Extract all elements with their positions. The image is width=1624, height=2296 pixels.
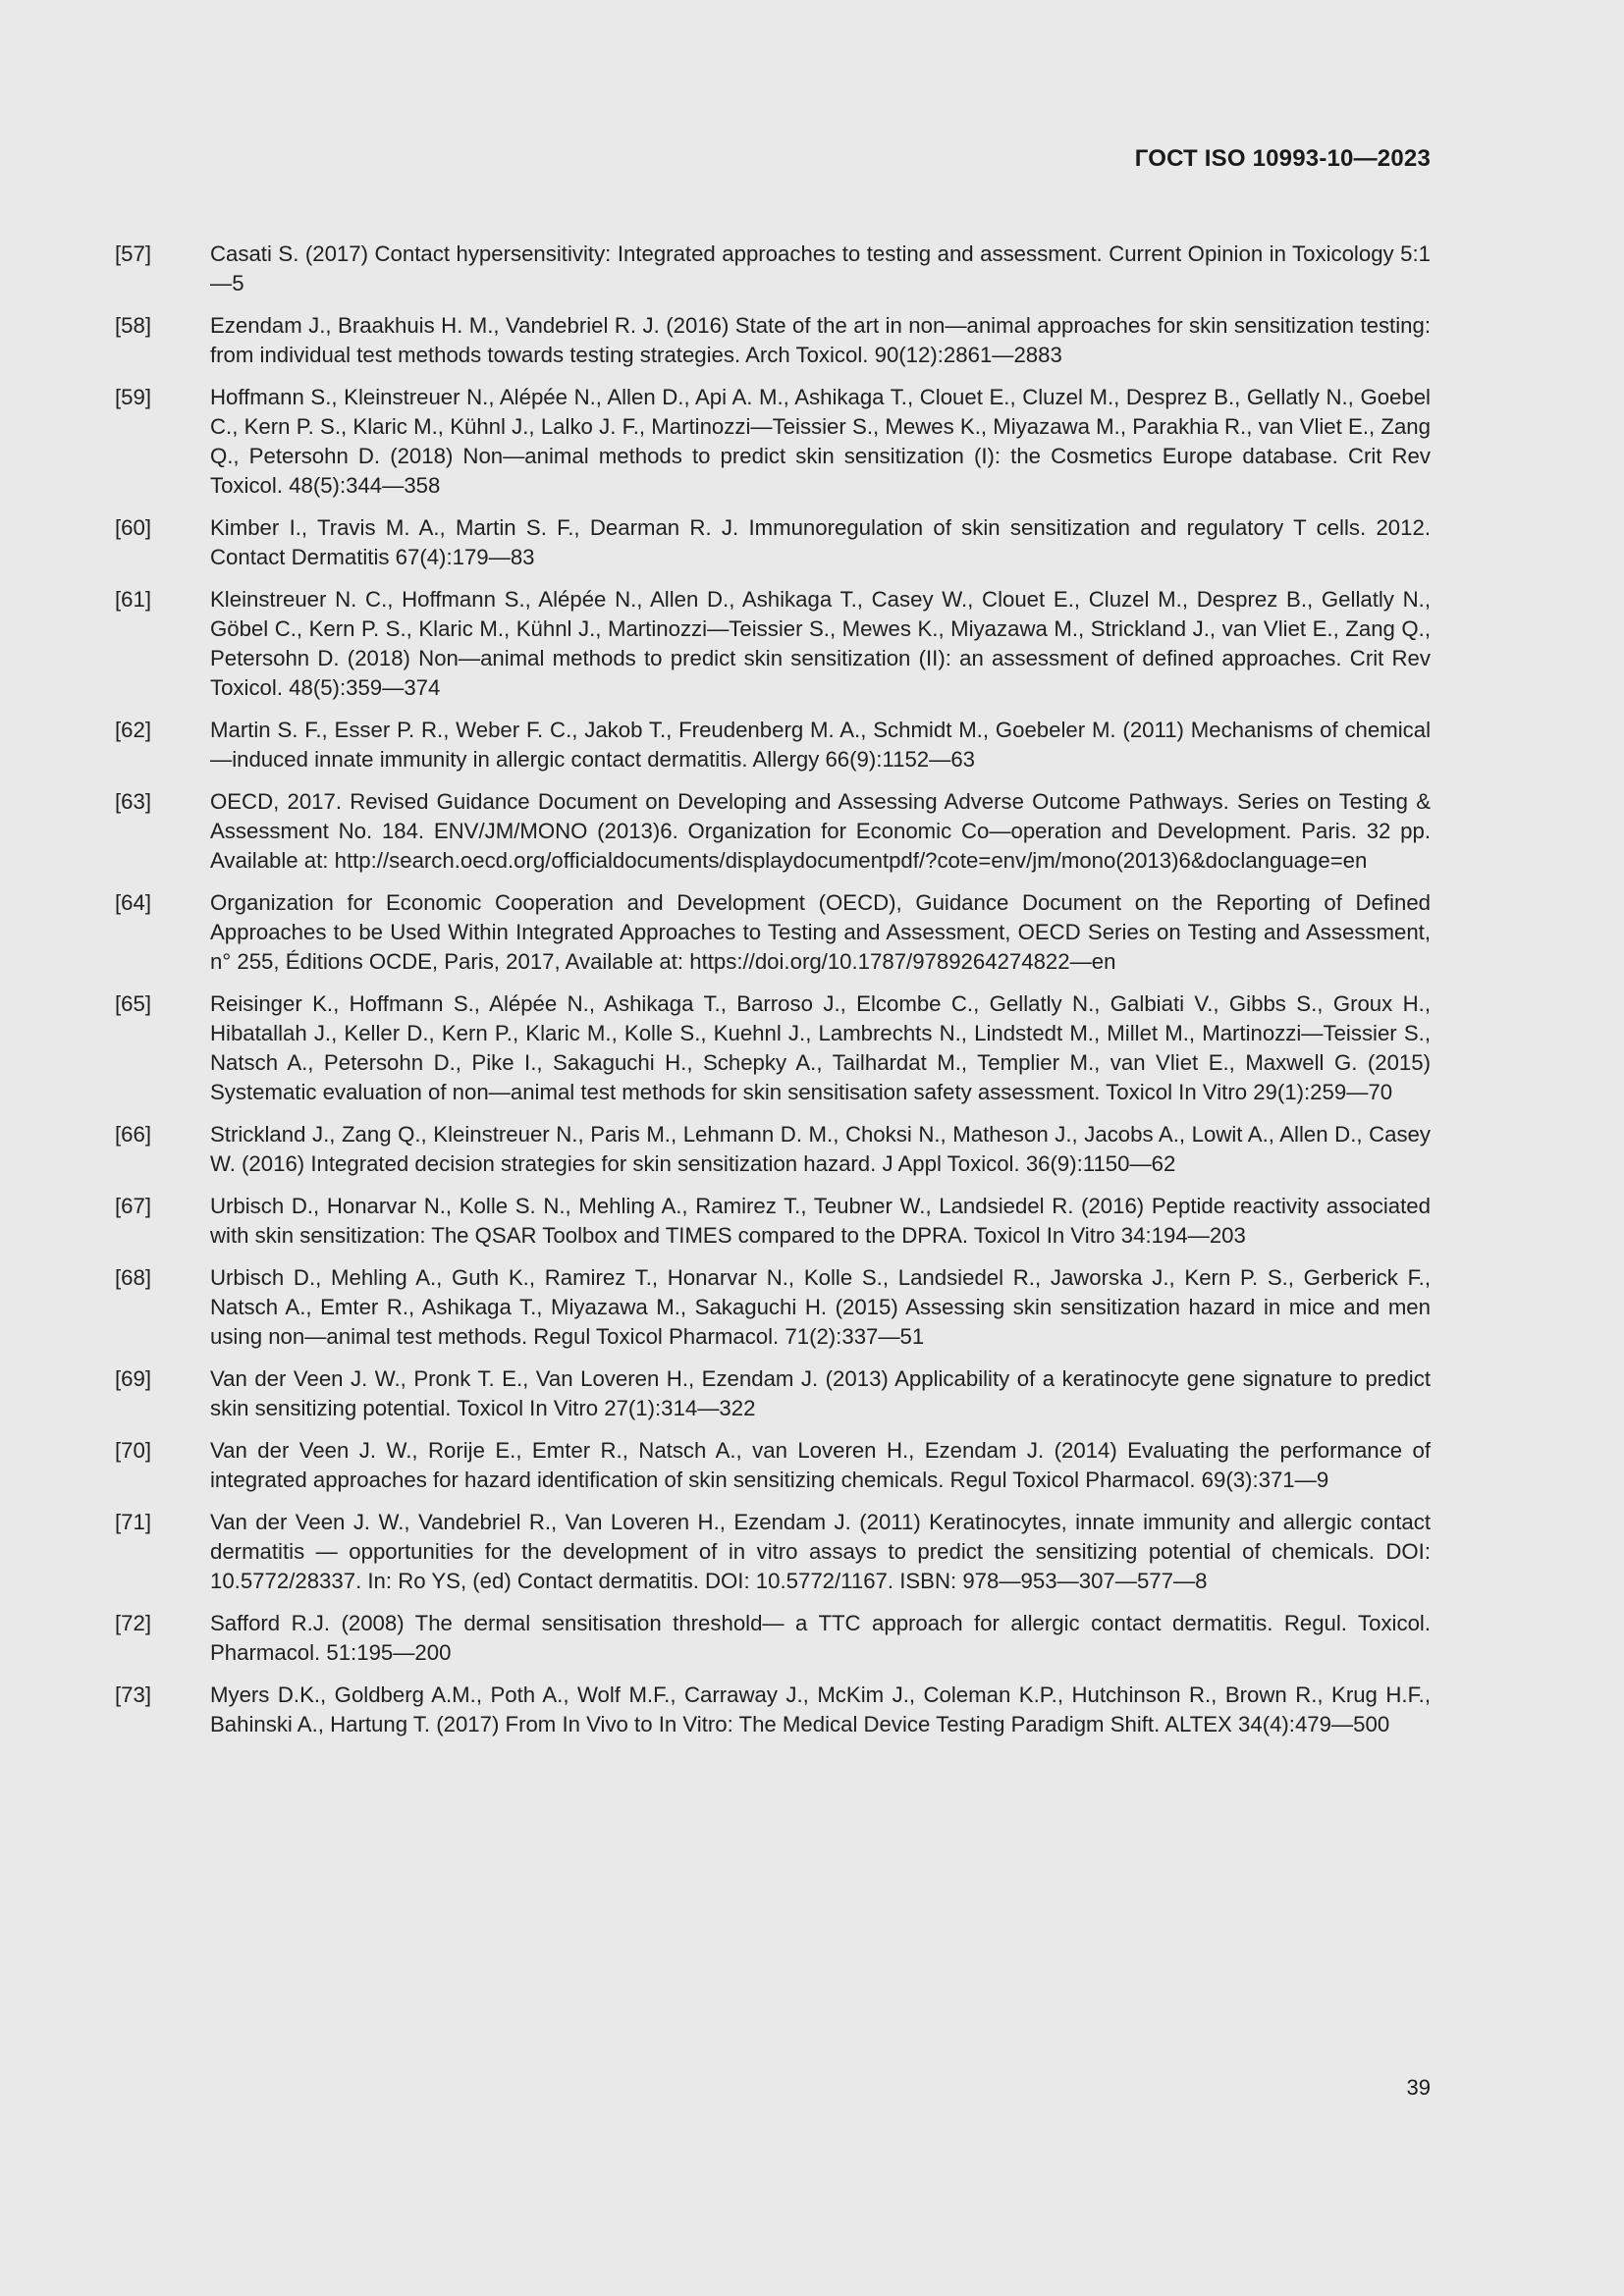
reference-item (115, 585, 1431, 703)
reference-item (115, 716, 1431, 774)
reference-item (115, 383, 1431, 501)
reference-number: [67] (115, 1194, 152, 1218)
reference-number: [62] (115, 718, 152, 742)
reference-text: Myers D.K., Goldberg A.M., Poth A., Wolf M.F., Carraway J., McKim J., Coleman K.P., Hutchinson R., Brown R., Krug H.F., Bahinski A., Hartung T. (2017) From In Vivo to In Vitro: The Medical Device Testing Paradigm Shift. ALTEX 34(4):479—500 (210, 1682, 1431, 1736)
page-number: 39 (1406, 2075, 1431, 2100)
reference-number: [70] (115, 1438, 152, 1463)
reference-item (115, 1192, 1431, 1251)
reference-text: Urbisch D., Honarvar N., Kolle S. N., Mehling A., Ramirez T., Teubner W., Landsiedel R. (2016) Peptide reactivity associated with skin sensitization: The QSAR Toolbox and TIMES compared to the DPRA. Toxicol In Vitro 34:194—203 (210, 1194, 1431, 1248)
reference-item (115, 513, 1431, 572)
reference-item (115, 1436, 1431, 1495)
reference-item (115, 1263, 1431, 1352)
reference-number: [64] (115, 890, 152, 915)
reference-number: [58] (115, 313, 152, 338)
document-standard-id: ГОСТ ISO 10993-10—2023 (1134, 145, 1431, 172)
reference-item (115, 1364, 1431, 1423)
reference-item (115, 1609, 1431, 1668)
reference-text: Kleinstreuer N. C., Hoffmann S., Alépée N., Allen D., Ashikaga T., Casey W., Clouet E., Cluzel M., Desprez B., Gellatly N., Göbel C., Kern P. S., Klaric M., Kühnl J., Martinozzi—Teissier S., Mewes K., Miyazawa M., Strickland J., van Vliet E., Zang Q., Petersohn D. (2018) Non—animal methods to predict skin sensitization (II): an assessment of defined approaches. Crit Rev Toxicol. 48(5):359—374 (210, 587, 1431, 700)
reference-text: OECD, 2017. Revised Guidance Document on Developing and Assessing Adverse Outcome Pathways. Series on Testing & Assessment No. 184. ENV/JM/MONO (2013)6. Organization for Economic Co—operation and Development. Paris. 32 pp. Available at: http://search.oecd.org/officialdocuments/displaydocumentpdf/?cote=env/jm/mono(2013)6&doclanguage=en (210, 789, 1431, 873)
reference-number: [60] (115, 515, 152, 540)
reference-text: Martin S. F., Esser P. R., Weber F. C., Jakob T., Freudenberg M. A., Schmidt M., Goebeler M. (2011) Mechanisms of chemical—induced innate immunity in allergic contact dermatitis. Allergy 66(9):1152—63 (210, 718, 1431, 772)
reference-item (115, 1120, 1431, 1179)
reference-number: [68] (115, 1265, 152, 1290)
reference-number: [57] (115, 241, 152, 266)
reference-item (115, 240, 1431, 298)
reference-number: [66] (115, 1122, 152, 1147)
reference-text: Reisinger K., Hoffmann S., Alépée N., Ashikaga T., Barroso J., Elcombe C., Gellatly N., Galbiati V., Gibbs S., Groux H., Hibatallah J., Keller D., Kern P., Klaric M., Kolle S., Kuehnl J., Lambrechts N., Lindstedt M., Millet M., Martinozzi—Teissier S., Natsch A., Petersohn D., Pike I., Sakaguchi H., Schepky A., Tailhardat M., Templier M., van Vliet E., Maxwell G. (2015) Systematic evaluation of non—animal test methods for skin sensitisation safety assessment. Toxicol In Vitro 29(1):259—70 (210, 991, 1431, 1104)
reference-text: Van der Veen J. W., Pronk T. E., Van Loveren H., Ezendam J. (2013) Applicability of a keratinocyte gene signature to predict skin sensitizing potential. Toxicol In Vitro 27(1):314—322 (210, 1366, 1431, 1420)
reference-number: [69] (115, 1366, 152, 1391)
bibliography-list (115, 240, 1431, 1752)
reference-number: [61] (115, 587, 152, 612)
reference-number: [65] (115, 991, 152, 1016)
reference-text: Urbisch D., Mehling A., Guth K., Ramirez T., Honarvar N., Kolle S., Landsiedel R., Jaworska J., Kern P. S., Gerberick F., Natsch A., Emter R., Ashikaga T., Miyazawa M., Sakaguchi H. (2015) Assessing skin sensitization hazard in mice and men using non—animal test methods. Regul Toxicol Pharmacol. 71(2):337—51 (210, 1265, 1431, 1349)
reference-text: Van der Veen J. W., Rorije E., Emter R., Natsch A., van Loveren H., Ezendam J. (2014) Evaluating the performance of integrated approaches for hazard identification of skin sensitizing chemicals. Regul Toxicol Pharmacol. 69(3):371—9 (210, 1438, 1431, 1492)
reference-text: Casati S. (2017) Contact hypersensitivity: Integrated approaches to testing and assessment. Current Opinion in Toxicology 5:1—5 (210, 241, 1431, 295)
reference-item (115, 311, 1431, 370)
reference-item (115, 787, 1431, 876)
reference-number: [73] (115, 1682, 152, 1707)
reference-text: Organization for Economic Cooperation and Development (OECD), Guidance Document on the Reporting of Defined Approaches to be Used Within Integrated Approaches to Testing and Assessment, OECD Series on Testing and Assessment, n° 255, Éditions OCDE, Paris, 2017, Available at: https://doi.org/10.1787/9789264274822—en (210, 890, 1431, 974)
reference-text: Hoffmann S., Kleinstreuer N., Alépée N., Allen D., Api A. M., Ashikaga T., Clouet E., Cluzel M., Desprez B., Gellatly N., Goebel C., Kern P. S., Klaric M., Kühnl J., Lalko J. F., Martinozzi—Teissier S., Mewes K., Miyazawa M., Parakhia R., van Vliet E., Zang Q., Petersohn D. (2018) Non—animal methods to predict skin sensitization (I): the Cosmetics Europe database. Crit Rev Toxicol. 48(5):344—358 (210, 385, 1431, 498)
reference-number: [59] (115, 385, 152, 409)
reference-text: Strickland J., Zang Q., Kleinstreuer N., Paris M., Lehmann D. M., Choksi N., Matheson J., Jacobs A., Lowit A., Allen D., Casey W. (2016) Integrated decision strategies for skin sensitization hazard. J Appl Toxicol. 36(9):1150—62 (210, 1122, 1431, 1176)
reference-number: [72] (115, 1611, 152, 1635)
reference-item (115, 1681, 1431, 1739)
reference-item (115, 989, 1431, 1107)
reference-item (115, 1508, 1431, 1596)
reference-number: [63] (115, 789, 152, 814)
reference-text: Van der Veen J. W., Vandebriel R., Van Loveren H., Ezendam J. (2011) Keratinocytes, innate immunity and allergic contact dermatitis — opportunities for the development of in vitro assays to predict the sensitizing potential of chemicals. DOI: 10.5772/28337. In: Ro YS, (ed) Contact dermatitis. DOI: 10.5772/1167. ISBN: 978—953—307—577—8 (210, 1510, 1431, 1593)
reference-text: Ezendam J., Braakhuis H. M., Vandebriel R. J. (2016) State of the art in non—animal approaches for skin sensitization testing: from individual test methods towards testing strategies. Arch Toxicol. 90(12):2861—2883 (210, 313, 1431, 367)
reference-number: [71] (115, 1510, 152, 1534)
reference-text: Kimber I., Travis M. A., Martin S. F., Dearman R. J. Immunoregulation of skin sensitization and regulatory T cells. 2012. Contact Dermatitis 67(4):179—83 (210, 515, 1431, 569)
reference-item (115, 888, 1431, 977)
reference-text: Safford R.J. (2008) The dermal sensitisation threshold— a TTC approach for allergic contact dermatitis. Regul. Toxicol. Pharmacol. 51:195—200 (210, 1611, 1431, 1665)
